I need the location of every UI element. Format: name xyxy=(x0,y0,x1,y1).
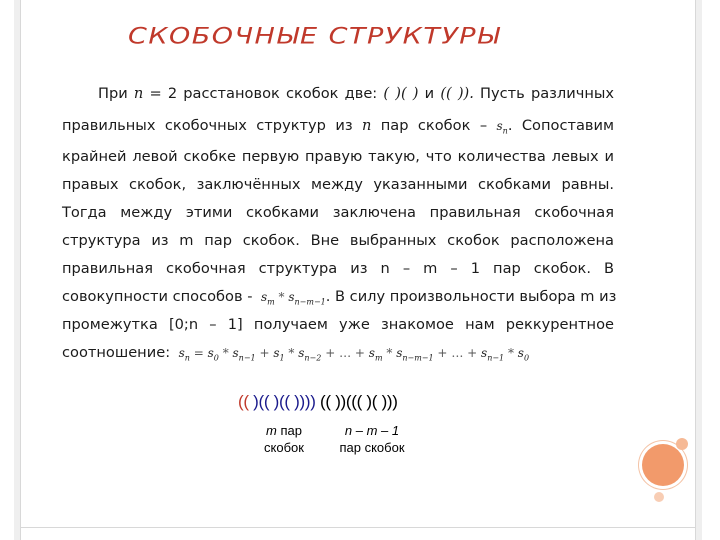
slide-title: СКОБОЧНЫЕ СТРУКТУРЫ xyxy=(128,24,501,50)
text-line-5: Тогда между этими скобками заключена правильная скобочная xyxy=(62,204,614,221)
text-line-10: соотношение: $s_n = s_0 * s_{n-1} + s_1 * s_{n-2}$ + … + $s_m * s_{n-m-1}$ + … + $s_{n-1} * s_0$ xyxy=(62,339,614,367)
text-line-7: правильная скобочная структура из n – m – 1 пар скобок. В xyxy=(62,260,614,277)
caption-m-pairs: m пар скобок xyxy=(264,423,304,455)
text-line-9: промежутка [0;n – 1] получаем уже знакомое нам реккурентное xyxy=(62,316,614,333)
text-line-6: структура из m пар скобок. Вне выбранных скобок расположена xyxy=(62,232,614,249)
recurrence-formula: $s_n = s_0 * s_{n-1} + s_1 * s_{n-2}$ + … + $s_m * s_{n-m-1}$ + … + $s_{n-1} * s_0$ xyxy=(174,346,530,363)
bracket-example: (( )(( )(( )))) (( ))((( )( ))) xyxy=(238,392,398,411)
decorative-circle-large xyxy=(642,444,684,486)
text-line-8: совокупности способов - $s_m * s_{n-m-1}$. В силу произвольности выбора m из xyxy=(62,283,614,311)
decorative-circle-small xyxy=(676,438,688,450)
frame-right-border xyxy=(696,0,702,540)
body-paragraph xyxy=(62,80,617,367)
text-line-2: правильных скобочных структур из n пар скобок – $s_n$. Сопоставим xyxy=(62,112,614,140)
caption-n-m-1-pairs: n – m – 1 пар скобок xyxy=(339,423,405,455)
text-line-1: При n = 2 расстановок скобок две: ( )( ) и (( )). Пусть различных xyxy=(98,85,615,102)
symbol-sn: $s_n$ xyxy=(496,119,508,136)
text-line-4: правых скобок, заключённых между указанными скобками равны. xyxy=(62,176,614,193)
formula-sm-sn-m-1: $s_m * s_{n-m-1}$ xyxy=(257,290,326,307)
text-line-3: крайней левой скобке первую правую такую, что количества левых и xyxy=(62,148,614,165)
decorative-circle-tiny xyxy=(654,492,664,502)
frame-left-line xyxy=(20,0,21,540)
frame-right-line xyxy=(695,0,696,540)
frame-bottom-line xyxy=(20,527,696,528)
